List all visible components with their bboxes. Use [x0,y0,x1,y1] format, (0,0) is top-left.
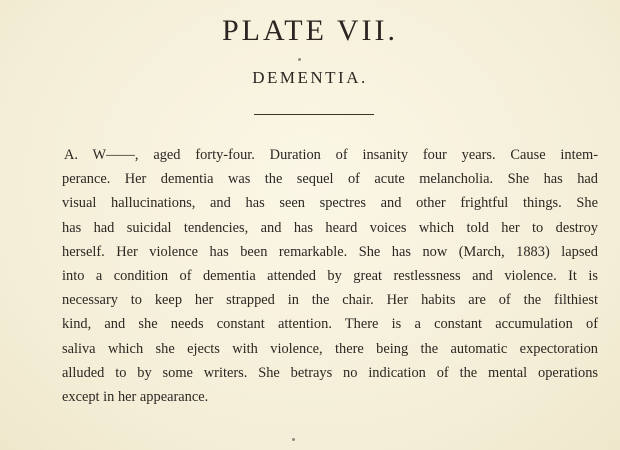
plate-title: PLATE VII. [221,14,399,47]
case-description-paragraph [62,143,598,409]
section-subtitle: DEMENTIA. [252,68,368,87]
paragraph-line: perance. Her dementia was the sequel of acute melancholia. She has had [62,171,598,188]
paragraph-line: except in her appearance. [62,389,209,406]
paragraph-line: into a condition of dementia attended by great restlessness and violence. It is [62,268,598,285]
paragraph-line: alluded to by some writers. She betrays no indication of the mental operations [62,364,598,381]
paragraph-line: visual hallucinations, and has seen spectres and other frightful things. She [62,195,598,212]
paragraph-line: herself. Her violence has been remarkable. She has now (March, 1883) lapsed [62,243,598,260]
paragraph-line: kind, and she needs constant attention. There is a constant accumulation of [62,316,598,333]
print-speck [298,58,301,61]
paragraph-line: A. W——, aged forty-four. Duration of insanity four years. Cause intem- [64,147,598,163]
paragraph-line: has had suicidal tendencies, and has heard voices which told her to destroy [62,219,598,236]
divider-rule [254,114,374,115]
paragraph-line: saliva which she ejects with violence, there being the automatic expectoration [62,340,598,357]
print-speck [292,438,295,441]
paragraph-line: necessary to keep her strapped in the chair. Her habits are of the filthiest [62,292,598,309]
